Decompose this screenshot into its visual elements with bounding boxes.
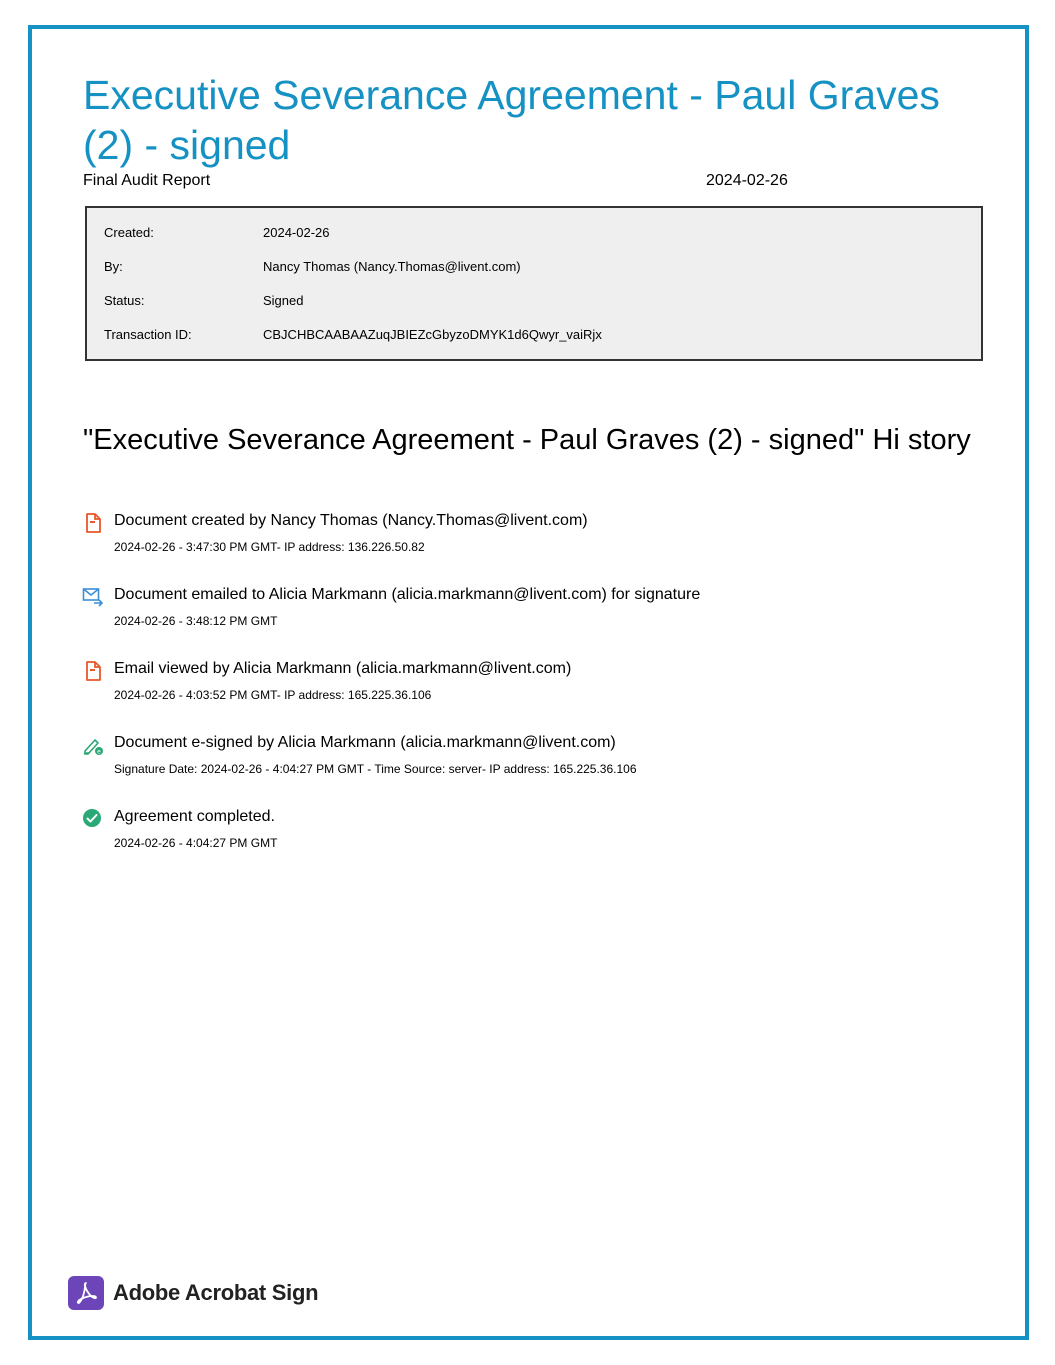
email-sent-icon: [82, 586, 104, 608]
transaction-label: Transaction ID:: [104, 327, 192, 342]
transaction-value: CBJCHBCAABAAZuqJBIEZcGbyzoDMYK1d6Qwyr_vaiRjx: [263, 327, 602, 342]
esign-pen-icon: [82, 734, 104, 756]
event-meta: 2024-02-26 - 3:48:12 PM GMT: [114, 614, 278, 628]
event-meta: 2024-02-26 - 4:04:27 PM GMT: [114, 836, 278, 850]
svg-text:e: e: [97, 748, 101, 756]
document-icon: [82, 512, 104, 534]
document-title: Executive Severance Agreement - Paul Graves (2) - signed: [83, 72, 940, 168]
summary-box: [85, 206, 983, 361]
created-label: Created:: [104, 225, 154, 240]
report-date: 2024-02-26: [706, 172, 788, 189]
event-text: Document created by Nancy Thomas (Nancy.Thomas@livent.com): [114, 512, 588, 529]
report-subtitle: Final Audit Report: [83, 172, 211, 189]
event-meta: Signature Date: 2024-02-26 - 4:04:27 PM GMT - Time Source: server- IP address: 165.225.36.106: [114, 762, 637, 776]
acrobat-logo-icon: [68, 1276, 104, 1310]
check-circle-icon: [82, 808, 104, 830]
event-meta: 2024-02-26 - 3:47:30 PM GMT- IP address: 136.226.50.82: [114, 540, 425, 554]
status-label: Status:: [104, 293, 145, 308]
by-value: Nancy Thomas (Nancy.Thomas@livent.com): [263, 259, 521, 274]
created-value: 2024-02-26: [263, 225, 330, 240]
by-label: By:: [104, 259, 123, 274]
event-meta: 2024-02-26 - 4:03:52 PM GMT- IP address: 165.225.36.106: [114, 688, 432, 702]
event-text: Email viewed by Alicia Markmann (alicia.markmann@livent.com): [114, 660, 572, 677]
event-text: Document emailed to Alicia Markmann (alicia.markmann@livent.com) for signature: [114, 586, 701, 603]
status-value: Signed: [263, 293, 304, 308]
event-text: Document e-signed by Alicia Markmann (alicia.markmann@livent.com): [114, 734, 616, 751]
history-title: "Executive Severance Agreement - Paul Graves (2) - signed" Hi story: [83, 424, 971, 456]
brand-name: Adobe Acrobat Sign: [113, 1280, 319, 1305]
document-icon: [82, 660, 104, 682]
event-text: Agreement completed.: [114, 808, 275, 825]
